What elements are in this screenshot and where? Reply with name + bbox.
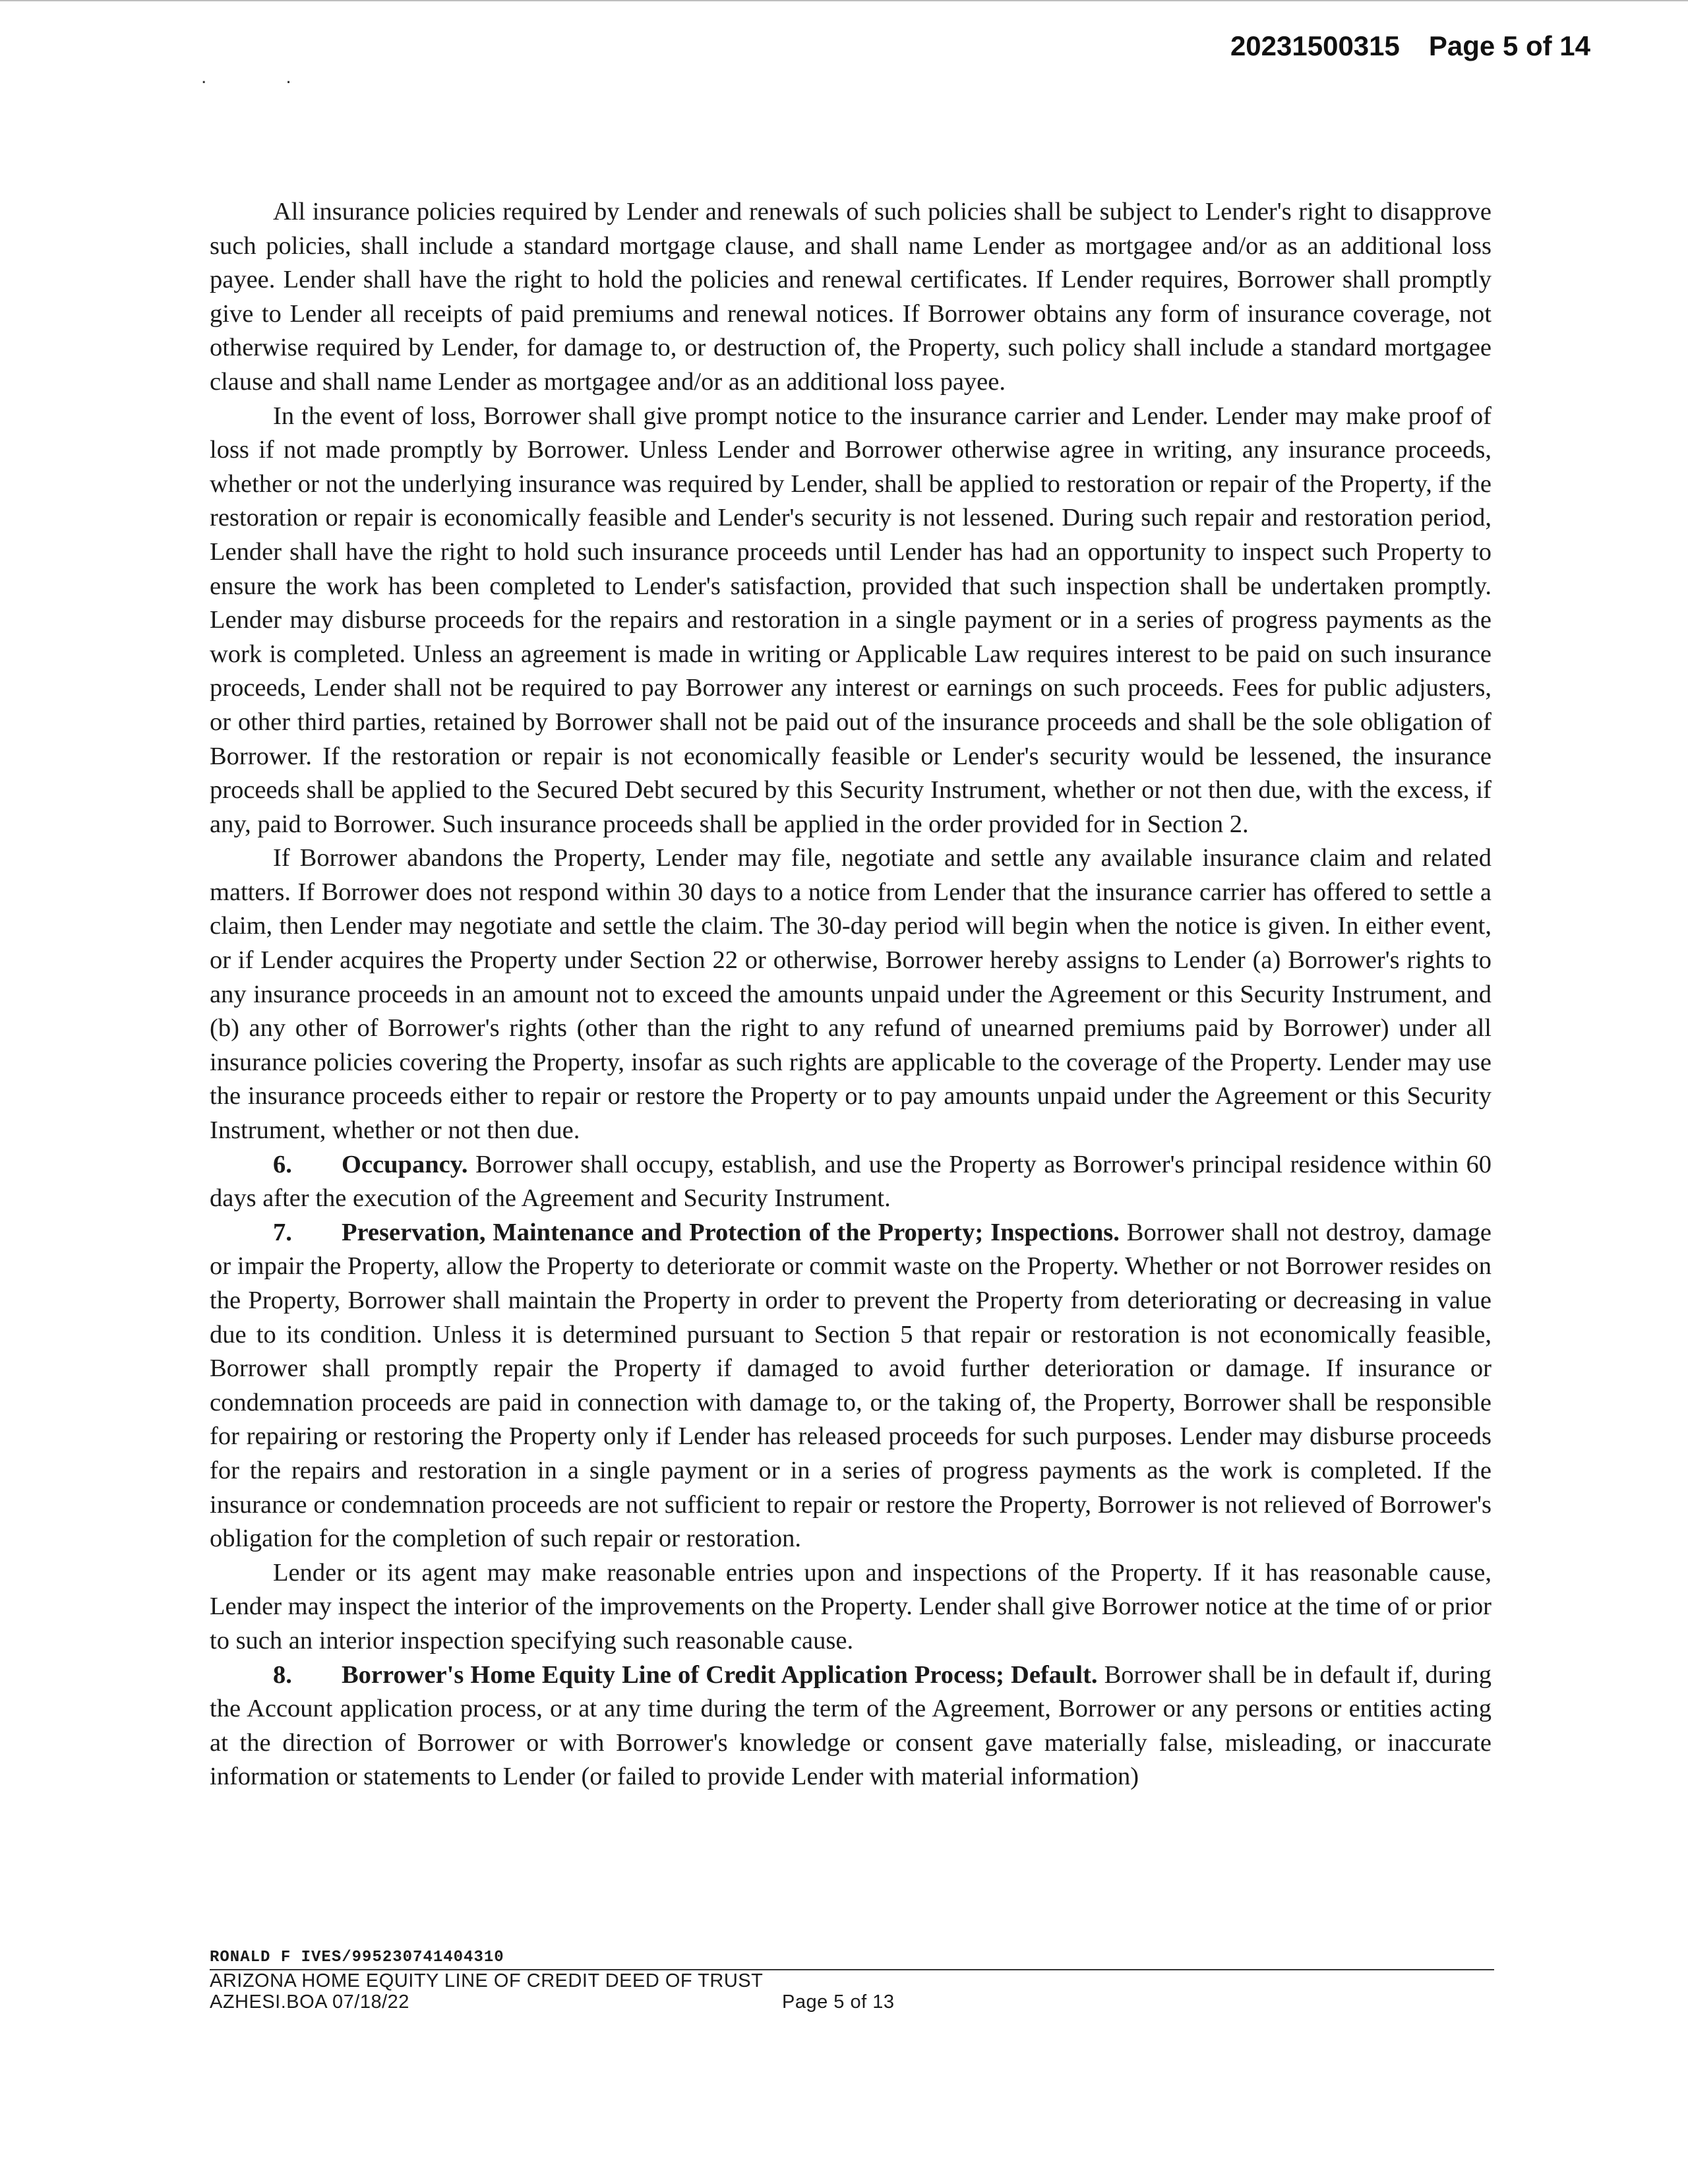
- section-7-preservation: [210, 1216, 1492, 1556]
- section-text: Borrower shall be in default if, during the Account application process, or at any time during the term of the Agreement, Borrower or any persons or entities acting at the direction of Borrower or with Borrower's knowledge or consent gave materially false, misleading, or inaccurate information or statements to Lender (or failed to provide Lender with material information): [210, 1660, 1492, 1791]
- section-6-occupancy: [210, 1148, 1492, 1216]
- recording-stamp: [1230, 30, 1590, 62]
- form-footer: [210, 1948, 1494, 2013]
- section-title: Preservation, Maintenance and Protection of the Property; Inspections.: [342, 1218, 1120, 1246]
- form-name: ARIZONA HOME EQUITY LINE OF CREDIT DEED OF TRUST: [210, 1970, 764, 1991]
- section-number: 8.: [273, 1660, 292, 1689]
- recording-page-label: Page 5 of 14: [1428, 30, 1590, 61]
- paragraph-abandonment: If Borrower abandons the Property, Lender may file, negotiate and settle any available insurance claim and related matters. If Borrower does not respond within 30 days to a notice from Lender that the insurance carrier has offered to settle a claim, then Lender may negotiate and settle the claim. The 30-day period will begin when the notice is given. In either event, or if Lender acquires the Property under Section 22 or otherwise, Borrower hereby assigns to Lender (a) Borrower's rights to any insurance proceeds in an amount not to exceed the amounts unpaid under the Agreement or this Security Instrument, and (b) any other of Borrower's rights (other than the right to any refund of unearned premiums paid by Borrower) under all insurance policies covering the Property, insofar as such rights are applicable to the coverage of the Property. Lender may use the insurance proceeds either to repair or restore the Property or to pay amounts unpaid under the Agreement or this Security Instrument, whether or not then due.: [210, 844, 1492, 1145]
- document-number: 20231500315: [1230, 30, 1400, 61]
- speck: .: [286, 66, 291, 88]
- form-code: AZHESI.BOA 07/18/22: [210, 1991, 409, 2013]
- section-title: Occupancy.: [342, 1150, 468, 1178]
- section-title: Borrower's Home Equity Line of Credit Application Process; Default.: [342, 1660, 1098, 1689]
- paragraph-insurance-policies: All insurance policies required by Lender and renewals of such policies shall be subject to Lender's right to disapprove such policies, shall include a standard mortgage clause, and shall name Lender as mortgagee and/or as an additional loss payee. Lender shall have the right to hold the policies and renewal certificates. If Lender requires, Borrower shall promptly give to Lender all receipts of paid premiums and renewal notices. If Borrower obtains any form of insurance coverage, not otherwise required by Lender, for damage to, or destruction of, the Property, such policy shall include a standard mortgagee clause and shall name Lender as mortgagee and/or as an additional loss payee.: [210, 198, 1492, 396]
- section-text: Borrower shall occupy, establish, and use the Property as Borrower's principal residence within 60 days after the execution of the Agreement and Security Instrument.: [210, 1150, 1492, 1213]
- document-body: [210, 195, 1492, 1794]
- section-text: Borrower shall not destroy, damage or impair the Property, allow the Property to deteriorate or commit waste on the Property. Whether or not Borrower resides on the Property, Borrower shall maintain the Property in order to prevent the Property from deteriorating or decreasing in value due to its condition. Unless it is determined pursuant to Section 5 that repair or restoration is not economically feasible, Borrower shall promptly repair the Property if damaged to avoid further deterioration or damage. If insurance or condemnation proceeds are paid in connection with damage to, or the taking of, the Property, Borrower shall be responsible for repairing or restoring the Property only if Lender has released proceeds for such purposes. Lender may disburse proceeds for the repairs and restoration in a single payment or in a series of progress payments as the work is completed. If the insurance or condemnation proceeds are not sufficient to repair or restore the Property, Borrower is not relieved of Borrower's obligation for the completion of such repair or restoration.: [210, 1218, 1492, 1553]
- speck: .: [201, 66, 207, 88]
- scan-specks: [201, 66, 371, 88]
- section-number: 7.: [273, 1218, 292, 1246]
- form-code-row: [210, 1991, 1494, 2013]
- section-number: 6.: [273, 1150, 292, 1178]
- form-page-number: Page 5 of 13: [782, 1991, 895, 2013]
- borrower-id: RONALD F IVES/995230741404310: [210, 1949, 504, 1966]
- paragraph-event-of-loss: In the event of loss, Borrower shall give prompt notice to the insurance carrier and Lender. Lender may make proof of loss if not made promptly by Borrower. Unless Lender and Borrower otherwise agree in writing, any insurance proceeds, whether or not the underlying insurance was required by Lender, shall be applied to restoration or repair of the Property, if the restoration or repair is economically feasible and Lender's security is not lessened. During such repair and restoration period, Lender shall have the right to hold such insurance proceeds until Lender has had an opportunity to inspect such Property to ensure the work has been completed to Lender's satisfaction, provided that such inspection shall be undertaken promptly. Lender may disburse proceeds for the repairs and restoration in a single payment or in a series of progress payments as the work is completed. Unless an agreement is made in writing or Applicable Law requires interest to be paid on such insurance proceeds, Lender shall not be required to pay Borrower any interest or earnings on such proceeds. Fees for public adjusters, or other third parties, retained by Borrower shall not be paid out of the insurance proceeds and shall be the sole obligation of Borrower. If the restoration or repair is not economically feasible or Lender's security would be lessened, the insurance proceeds shall be applied to the Secured Debt secured by this Security Instrument, whether or not then due, with the excess, if any, paid to Borrower. Such insurance proceeds shall be applied in the order provided for in Section 2.: [210, 402, 1492, 838]
- top-border-line: [0, 0, 1688, 1]
- section-8-application-default: [210, 1658, 1492, 1794]
- paragraph-inspections: Lender or its agent may make reasonable entries upon and inspections of the Property. If it has reasonable cause, Lender may inspect the interior of the improvements on the Property. Lender shall give Borrower notice at the time of or prior to such an interior inspection specifying such reasonable cause.: [210, 1558, 1492, 1654]
